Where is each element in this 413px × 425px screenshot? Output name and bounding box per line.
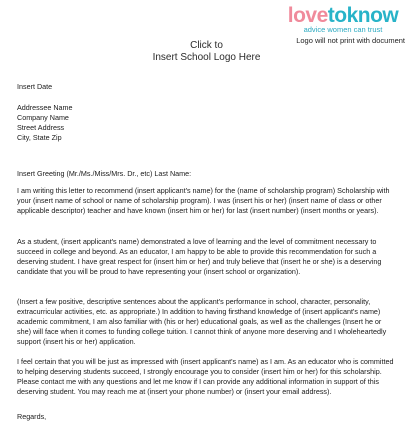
school-logo-placeholder[interactable] bbox=[0, 40, 413, 64]
paragraph-text: I feel certain that you will be just as impressed with (insert applicant's name) as I am. As an educator who is committed to helping deserving students succeed, I strongly encourage you to consider (insert him or her) for this scholarship. Please contact me with any questions and let me know if I can provide any additional information in support of this deserving student. You may reach me at (insert your phone number) or (insert your email address). bbox=[17, 357, 394, 396]
closing bbox=[17, 412, 397, 422]
greeting bbox=[17, 169, 397, 179]
brand-tagline: advice women can trust bbox=[303, 25, 383, 34]
paragraph-4 bbox=[17, 357, 397, 397]
city-state-zip: City, State Zip bbox=[17, 133, 62, 142]
paragraph-text: (Insert a few positive, descriptive sentences about the applicant's performance in school, character, personality, extracurricular activities, etc. as appropriate.) In addition to having firsthand knowledge of (insert applicant's name) academic commitment, I am also familiar with (his or her) educational goals, as well as the challenges (Insert he or she) will face when it comes to funding college tuition. I cannot think of anyone more deserving and I wholeheartedly support (insert his or her) application. bbox=[17, 297, 387, 346]
paragraph-text: I am writing this letter to recommend (insert applicant's name) for the (name of scholarship program) Scholarship with your (insert name of school or name of scholarship program). I was (insert his or her) (insert name of class or other applicable descriptor) teacher and have known (insert him or her) for last (insert number) (insert months or years). bbox=[17, 186, 390, 215]
brand-wordmark bbox=[283, 6, 403, 26]
school-logo-line1: Click to bbox=[190, 40, 223, 51]
closing-text: Regards, bbox=[17, 412, 47, 421]
logo-print-note: Logo will not print with document bbox=[296, 36, 405, 45]
school-logo-line2: Insert School Logo Here bbox=[152, 52, 261, 63]
brand-wordmark-love: love bbox=[287, 4, 328, 27]
paragraph-3 bbox=[17, 297, 397, 347]
paragraph-text: As a student, (insert applicant's name) demonstrated a love of learning and the level of commitment necessary to succeed in college and beyond. As an educator, I am happy to be able to provide this recommendation for such a deserving student. I have great respect for (insert him or her) and truly believe that (insert he or she) is a deserving candidate that you will be proud to have representing your (insert school or organization). bbox=[17, 237, 382, 276]
date-text: Insert Date bbox=[17, 82, 53, 91]
company-name: Company Name bbox=[17, 113, 69, 122]
paragraph-2 bbox=[17, 237, 397, 277]
addressee-name: Addressee Name bbox=[17, 103, 73, 112]
letter-date bbox=[17, 82, 397, 92]
greeting-text: Insert Greeting (Mr./Ms./Miss/Mrs. Dr., etc) Last Name: bbox=[17, 169, 192, 178]
street-address: Street Address bbox=[17, 123, 65, 132]
addressee-block bbox=[17, 103, 397, 143]
paragraph-1 bbox=[17, 186, 397, 216]
brand-wordmark-toknow: toknow bbox=[327, 4, 399, 27]
brand-logo[interactable] bbox=[283, 6, 403, 34]
